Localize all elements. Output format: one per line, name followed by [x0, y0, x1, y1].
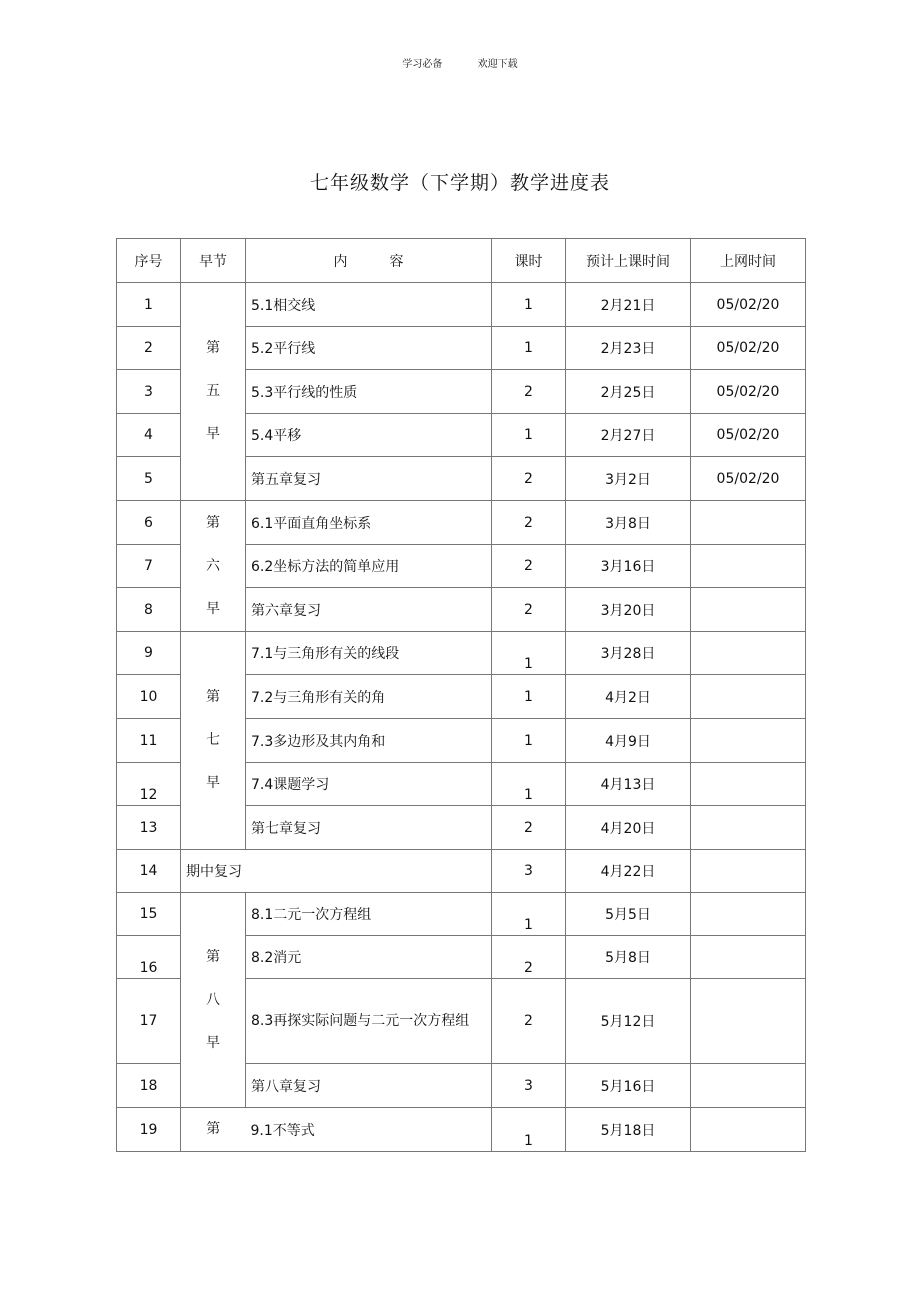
cell-hours: [492, 763, 566, 806]
cell-date: [566, 457, 691, 501]
content-text: 6.1平面直角坐标系: [251, 515, 372, 532]
content-text: 7.3多边形及其内角和: [251, 733, 386, 750]
cell-content: [246, 979, 492, 1064]
cell-no: [117, 893, 181, 936]
table-row: [117, 283, 806, 327]
content-text: 5.3平行线的性质: [251, 384, 358, 401]
cell-online: [691, 501, 806, 545]
cell-content: [246, 414, 492, 457]
no-text: 9: [144, 645, 153, 661]
cell-no: [117, 501, 181, 545]
online-text: 05/02/20: [716, 383, 780, 400]
cell-content: [246, 763, 492, 806]
cell-content: [246, 632, 492, 675]
chapter-char: 早: [206, 426, 220, 442]
cell-date: [566, 893, 691, 936]
cell-hours: [492, 370, 566, 414]
chapter-cell: [181, 501, 246, 632]
cell-date: [566, 545, 691, 588]
date-text: 3月2日: [605, 471, 651, 488]
cell-content: [246, 936, 492, 979]
content-text: 7.2与三角形有关的角: [251, 689, 386, 706]
date-text: 2月27日: [600, 428, 656, 444]
cell-online: [691, 632, 806, 675]
hours-text: 2: [524, 960, 533, 976]
cell-no: [117, 1108, 181, 1152]
cell-content: [181, 850, 492, 893]
chapter-char: 早: [206, 1034, 220, 1051]
hours-text: 1: [524, 656, 533, 672]
date-text: 4月13日: [600, 777, 656, 793]
content-text: 7.1与三角形有关的线段: [251, 646, 400, 662]
cell-hours: [492, 806, 566, 850]
chapter-char: 第: [206, 514, 220, 531]
chapter-cell: [181, 283, 246, 501]
col-header: 内 容: [246, 239, 492, 283]
cell-date: [566, 632, 691, 675]
cell-online: [691, 893, 806, 936]
cell-online: [691, 936, 806, 979]
online-text: 05/02/20: [716, 427, 780, 443]
chapter-char: 第: [206, 689, 220, 705]
cell-date: [566, 936, 691, 979]
date-text: 4月2日: [605, 689, 651, 706]
content-text: 第八章复习: [251, 1078, 321, 1095]
cell-no: [117, 588, 181, 632]
no-text: 2: [144, 340, 153, 356]
cell-content: [246, 457, 492, 501]
cell-date: [566, 1108, 691, 1152]
cell-online: [691, 806, 806, 850]
hours-text: 1: [524, 340, 533, 356]
content-text: 8.1二元一次方程组: [251, 907, 372, 923]
cell-no: [117, 675, 181, 719]
cell-no: [117, 979, 181, 1064]
cell-hours: [492, 457, 566, 501]
col-header: 早节: [181, 239, 246, 283]
chapter-char: 八: [206, 991, 220, 1008]
no-text: 15: [139, 906, 158, 922]
cell-online: [691, 283, 806, 327]
cell-online: [691, 457, 806, 501]
cell-hours: [492, 719, 566, 763]
cell-date: [566, 588, 691, 632]
cell-online: [691, 1064, 806, 1108]
cell-date: [566, 501, 691, 545]
cell-online: [691, 588, 806, 632]
cell-hours: [492, 850, 566, 893]
cell-date: [566, 414, 691, 457]
cell-date: [566, 719, 691, 763]
cell-content: [246, 370, 492, 414]
hours-text: 2: [524, 601, 533, 618]
date-text: 4月22日: [600, 864, 656, 880]
chapter-char: 第: [206, 948, 220, 965]
cell-content: [246, 675, 492, 719]
cell-date: [566, 370, 691, 414]
header-left: 学习必备: [402, 59, 443, 70]
chapter-char: 第: [206, 340, 220, 356]
cell-no: [117, 327, 181, 370]
col-header: 上网时间: [691, 239, 806, 283]
cell-hours: [492, 632, 566, 675]
content-text: 5.1相交线: [251, 297, 316, 314]
cell-date: [566, 850, 691, 893]
cell-content: [246, 588, 492, 632]
no-text: 6: [144, 514, 153, 531]
cell-online: [691, 545, 806, 588]
hours-text: 1: [524, 917, 533, 933]
cell-no: [117, 763, 181, 806]
no-text: 10: [139, 688, 158, 705]
chapter-char: 早: [206, 775, 220, 791]
no-text: 13: [139, 819, 158, 836]
date-text: 2月21日: [600, 297, 656, 314]
online-text: 05/02/20: [716, 296, 780, 313]
cell-hours: [492, 1108, 566, 1152]
cell-content: [246, 1108, 492, 1152]
hours-text: 2: [524, 514, 533, 531]
hours-text: 1: [524, 427, 533, 443]
chapter-cell: [181, 893, 246, 1108]
cell-hours: [492, 501, 566, 545]
cell-date: [566, 806, 691, 850]
content-text: 7.4课题学习: [251, 777, 330, 793]
hours-text: 1: [524, 1133, 533, 1149]
online-text: 05/02/20: [716, 470, 780, 487]
content-text: 第五章复习: [251, 471, 321, 488]
hours-text: 2: [524, 383, 533, 400]
cell-no: [117, 632, 181, 675]
no-text: 12: [139, 787, 158, 803]
cell-content: [246, 719, 492, 763]
no-text: 4: [144, 427, 153, 443]
chapter-char: 第: [206, 1121, 221, 1137]
date-text: 5月8日: [605, 950, 651, 966]
date-text: 5月16日: [600, 1078, 656, 1095]
date-text: 3月16日: [600, 559, 656, 575]
table-row: [117, 501, 806, 545]
cell-no: [117, 806, 181, 850]
header-right: 欢迎下载: [477, 59, 518, 70]
hours-text: 3: [524, 863, 533, 879]
cell-hours: [492, 414, 566, 457]
cell-no: [117, 370, 181, 414]
date-text: 5月5日: [605, 907, 651, 923]
col-header: 序号: [117, 239, 181, 283]
cell-online: [691, 719, 806, 763]
content-text: 8.3再探实际问题与二元一次方程组: [251, 1013, 470, 1029]
date-text: 3月8日: [605, 515, 651, 532]
hours-text: 3: [524, 1077, 533, 1094]
cell-no: [117, 283, 181, 327]
cell-no: [117, 1064, 181, 1108]
chapter-char: 五: [206, 383, 220, 399]
date-text: 2月25日: [600, 384, 656, 401]
no-text: 11: [139, 732, 158, 749]
cell-no: [117, 850, 181, 893]
date-text: 5月18日: [600, 1122, 656, 1139]
no-text: 1: [144, 296, 153, 313]
hours-text: 2: [524, 558, 533, 574]
cell-content: [246, 327, 492, 370]
hours-text: 1: [524, 688, 533, 705]
col-header: 课时: [492, 239, 566, 283]
content-text: 6.2坐标方法的简单应用: [251, 559, 400, 575]
no-text: 3: [144, 383, 153, 400]
cell-hours: [492, 283, 566, 327]
cell-online: [691, 979, 806, 1064]
no-text: 19: [139, 1121, 158, 1138]
cell-no: [117, 719, 181, 763]
hours-text: 1: [524, 296, 533, 313]
cell-online: [691, 850, 806, 893]
col-header: 预计上课时间: [566, 239, 691, 283]
cell-content: [246, 283, 492, 327]
online-text: 05/02/20: [716, 340, 780, 356]
cell-hours: [492, 1064, 566, 1108]
chapter-char: 六: [206, 557, 220, 574]
cell-hours: [492, 893, 566, 936]
cell-date: [566, 979, 691, 1064]
cell-content: [246, 893, 492, 936]
content-text: 5.2平行线: [251, 341, 316, 357]
cell-hours: [492, 979, 566, 1064]
hours-text: 1: [524, 787, 533, 803]
table-header-row: [117, 239, 806, 283]
no-text: 5: [144, 470, 153, 487]
cell-content: [246, 501, 492, 545]
table-row: [117, 850, 806, 893]
cell-online: [691, 1108, 806, 1152]
cell-online: [691, 370, 806, 414]
no-text: 18: [139, 1077, 158, 1094]
cell-date: [566, 283, 691, 327]
no-text: 14: [139, 863, 158, 879]
cell-hours: [492, 588, 566, 632]
cell-no: [117, 457, 181, 501]
cell-content: [246, 545, 492, 588]
cell-content: [246, 1064, 492, 1108]
cell-content: [246, 806, 492, 850]
cell-date: [566, 763, 691, 806]
hours-text: 2: [524, 470, 533, 487]
date-text: 3月28日: [600, 646, 656, 662]
date-text: 4月20日: [600, 820, 656, 837]
hours-text: 2: [524, 819, 533, 836]
date-text: 3月20日: [600, 602, 656, 619]
hours-text: 1: [524, 732, 533, 749]
content-text: 5.4平移: [251, 428, 302, 444]
no-text: 17: [139, 1013, 158, 1029]
content-text: 第六章复习: [251, 602, 321, 619]
cell-online: [691, 763, 806, 806]
table-row: [117, 632, 806, 675]
cell-online: [691, 675, 806, 719]
cell-hours: [492, 327, 566, 370]
chapter-cell: [181, 632, 246, 850]
no-text: 16: [139, 960, 158, 976]
chapter-cell: [181, 1108, 246, 1152]
content-text: 第七章复习: [251, 820, 321, 837]
cell-hours: [492, 936, 566, 979]
chapter-char: 早: [206, 600, 220, 617]
cell-date: [566, 327, 691, 370]
page-title: 七年级数学（下学期）教学进度表: [309, 172, 610, 194]
cell-no: [117, 545, 181, 588]
cell-hours: [492, 545, 566, 588]
schedule-table: [116, 238, 806, 1152]
content-text: 期中复习: [186, 864, 242, 880]
table-row: [117, 1108, 806, 1152]
date-text: 5月12日: [600, 1014, 656, 1030]
page-header: [0, 55, 920, 70]
cell-date: [566, 675, 691, 719]
hours-text: 2: [524, 1013, 533, 1029]
cell-online: [691, 327, 806, 370]
content-text: 8.2消元: [251, 950, 302, 966]
cell-no: [117, 936, 181, 979]
date-text: 2月23日: [600, 341, 656, 357]
cell-date: [566, 1064, 691, 1108]
cell-no: [117, 414, 181, 457]
no-text: 7: [144, 558, 153, 574]
cell-hours: [492, 675, 566, 719]
date-text: 4月9日: [605, 733, 651, 750]
chapter-char: 七: [206, 732, 220, 748]
content-text: 9.1不等式: [250, 1122, 315, 1139]
table-row: [117, 893, 806, 936]
no-text: 8: [144, 601, 153, 618]
cell-online: [691, 414, 806, 457]
